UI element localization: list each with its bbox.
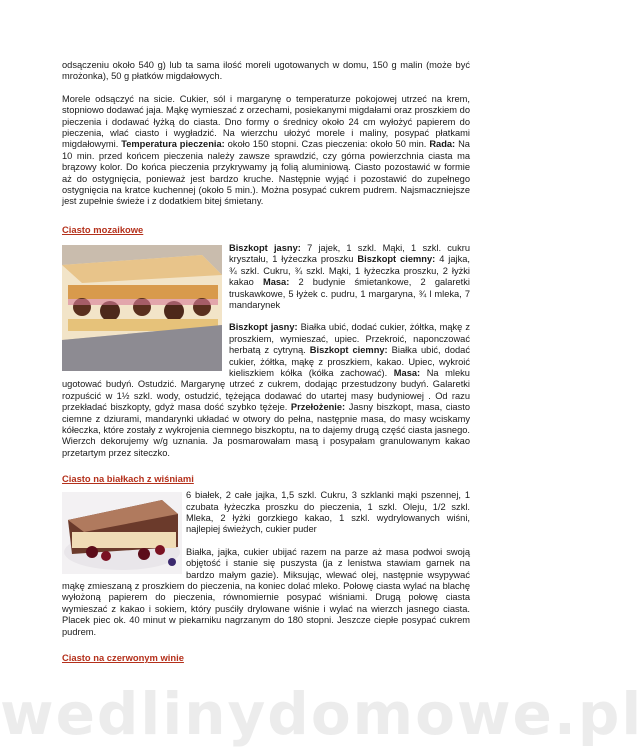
mozaik-prep-masa-label: Masa:	[393, 367, 421, 378]
mozaik-jasny-text: 7 jajek, 1 szkl. Mąki, 1 szkl. cukru kryształu, 1 łyżeczka proszku	[229, 242, 470, 265]
mozaik-prep-masa-text: Na mleku ugotować budyń. Ostudzić. Margarynę utrzeć z cukrem, dodając przestudzony budyń. Galaretki rozpuścić w 1½ szkl. wody, ostudzić, tężejąca dodawać do utartej masy budyniowej . Od razu przekładać biszkopty, gdyż masa dość szybko tężeje.	[62, 367, 470, 413]
mozaik-cake-photo	[62, 245, 222, 371]
mozaik-heading: Ciasto mozaikowe	[62, 223, 144, 235]
mozaik-prep-przelozenie-label: Przełożenie:	[290, 402, 346, 413]
mozaik-prep-ciemny-text: Białka ubić, dodać cukier, żółtka, mąkę z proszkiem, kakao. Upiec, wykroić kieliszkiem kółka (kółka zachować).	[229, 345, 470, 378]
intro-paragraph: odsączeniu około 540 g) lub ta sama ilość moreli ugotowanych w domu, 150 g malin (może być mrożonka), 50 g płatków migdałowych.	[62, 60, 470, 82]
document-page	[62, 60, 470, 664]
morele-text-1: Morele odsączyć na sicie. Cukier, sól i margarynę o temperaturze pokojowej utrzeć na krem, stopniowo dodawać jaja. Mąkę wymieszać z orzechami, posiekanymi migdałami oraz proszkiem do pieczenia i dodawać łyżką do ciasta. Dno formy o średnicy około 24 cm wyłożyć papierem do pieczenia, wlać ciasto i wygładzić. Na wierzchu ułożyć morele i maliny, posypać płatkami migdałowymi.	[62, 93, 470, 150]
site-watermark: wedlinydomowe.pl	[0, 680, 643, 748]
temperature-label: Temperatura pieczenia:	[121, 139, 225, 150]
wisnie-cake-illustration	[62, 492, 182, 574]
wisnie-cake-photo	[62, 492, 182, 574]
mozaik-prep-jasny-label: Biszkopt jasny:	[229, 322, 298, 333]
mozaik-prep-ciemny-label: Biszkopt ciemny:	[309, 345, 388, 356]
wisnie-ingredients: 6 białek, 2 całe jajka, 1,5 szkl. Cukru, 3 szklanki mąki pszennej, 1 czubata łyżeczka proszku do pieczenia, 1 szkl. Oleju, 1/2 szkl. Mleka, 2 łyżki gorzkiego kakao, 1 szkl. wydrylowanych wiśni, najlepiej świeżych, cukier puder	[186, 490, 470, 535]
wisnie-preparation: Białka, jajka, cukier ubijać razem na parze aż masa podwoi swoją objętość i stanie się puszysta (ja z lenistwa stawiam garnek na bardzo małym gazie). Miksując, wlewać olej, następnie wsypywać mąkę zmieszaną z proszkiem do pieczenia, na koniec dolać mleko. Połowę ciasta wylać na blachę wyłożoną papierem do pieczenia, równomiernie posypać wiśniami. Drugą połowę ciasta wymieszać z kakao i sokiem, który pusćiły drylowane wiśnie i wylać na wierzch jasnego ciasta. Placek piec ok. 40 minut w piekarniku nagrzanym do 180 stopni. Jeszcze ciepłe posypać cukrem pudrem.	[62, 546, 470, 637]
wisnie-heading: Ciasto na białkach z wiśniami	[62, 473, 194, 485]
mozaik-masa-text: 2 budynie śmietankowe, 2 galaretki truskawkowe, 5 łyżek c. pudru, 1 margaryna, ¾ l mleka, 7 mandarynek	[229, 277, 470, 310]
mozaik-ciemny-text: 4 jajka, ¾ szkl. Cukru, ¾ szkl. Mąki, 1 łyżeczka proszku, 2 łyżki kakao	[229, 254, 470, 288]
morele-text-2: około 150 stopni. Czas pieczenia: około 50 min.	[227, 139, 427, 150]
mozaik-ciemny-label: Biszkopt ciemny:	[357, 254, 436, 265]
mozaik-cake-illustration	[62, 245, 222, 371]
mozaik-prep-jasny-text: Białka ubić, dodać cukier, żółtka, mąkę z proszkiem, wymieszać, upiec. Przekroić, naponczować herbatą z cytryną.	[229, 322, 470, 356]
wino-heading: Ciasto na czerwonym winie	[62, 652, 184, 664]
mozaik-jasny-label: Biszkopt jasny:	[229, 242, 301, 253]
morele-paragraph	[62, 94, 470, 208]
morele-text-3: Na 10 min. przed końcem pieczenia należy zawsze sprawdzić, czy górna powierzchnia ciasta ma brązowy kolor. Do końca pieczenia przykrywamy ją folią aluminiową. Ciasto pozostawić w formie aż do ostygnięcia, ponieważ jest bardzo kruche. Następnie wyjąć i pozostawić do zupełnego ostygnięcia na kratce kuchennej (około 5 min.). Można posypać cukrem pudrem. Najsmaczniejsze jest zupełnie świeże i z dodatkiem bitej śmietany.	[62, 139, 470, 207]
mozaik-prep-przelozenie-text: Jasny biszkopt, masa, ciasto ciemne z dziurami, mandarynki układać w otwory do pełna, następnie masa, do masy wciskamy kółeczka, które zostały z wykrojenia ciemnego biszkoptu, na to dajemy drugą część ciasta jasnego. Wierzch dekorujemy w/g uznania. Ja posmarowałam masą i posypałam granulowanym kakao przetartym przez siteczko.	[62, 402, 471, 458]
mozaik-masa-label: Masa:	[262, 277, 290, 288]
rada-label: Rada:	[429, 139, 456, 150]
